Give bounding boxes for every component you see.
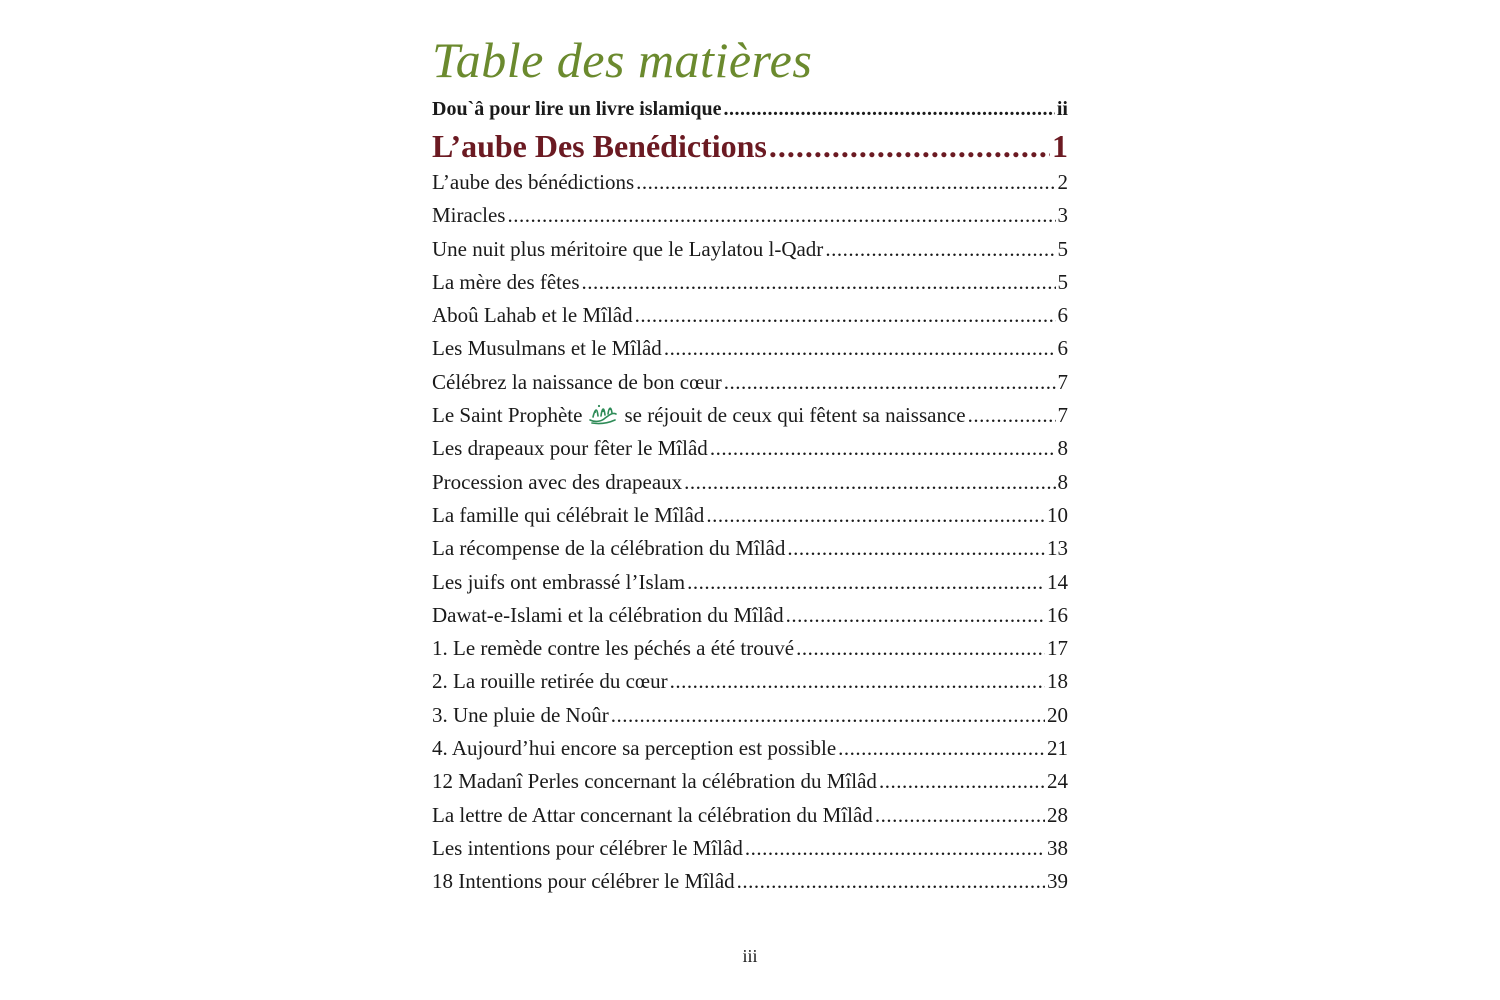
- toc-page-number: 38: [1047, 835, 1068, 860]
- toc-entry[interactable]: [432, 532, 1068, 565]
- toc-entry-label: [432, 233, 823, 266]
- toc-entry[interactable]: [432, 566, 1068, 599]
- toc-entry-text: Une nuit plus méritoire que le Laylatou l-Qadr: [432, 236, 824, 261]
- toc-list: [432, 92, 1068, 899]
- toc-entry[interactable]: [432, 632, 1068, 665]
- toc-entry-label: [432, 632, 794, 665]
- toc-entry-text: 3. Une pluie de Noûr: [432, 702, 609, 727]
- toc-entry[interactable]: [432, 366, 1068, 399]
- toc-entry[interactable]: [432, 166, 1068, 199]
- dot-leader: [838, 732, 1045, 765]
- dot-leader: [825, 233, 1055, 266]
- dot-leader: [670, 665, 1045, 698]
- toc-entry[interactable]: [432, 832, 1068, 865]
- salawat-calligraphy-icon: [588, 403, 618, 425]
- toc-entry-label: [432, 699, 609, 732]
- toc-page-number: 2: [1057, 170, 1068, 194]
- toc-entry-label: [432, 599, 784, 632]
- toc-entry-label: [432, 399, 966, 432]
- toc-page-number: 7: [1057, 403, 1068, 428]
- toc-entry-text: Les juifs ont embrassé l’Islam: [432, 569, 686, 594]
- toc-page-number: 8: [1057, 469, 1068, 494]
- toc-entry[interactable]: [432, 432, 1068, 465]
- toc-entry[interactable]: [432, 233, 1068, 266]
- dot-leader: [687, 566, 1045, 599]
- toc-page-number: 8: [1057, 436, 1068, 461]
- dot-leader: [684, 466, 1055, 499]
- toc-entry-text: 2. La rouille retirée du cœur: [432, 669, 668, 694]
- toc-page-number: 6: [1057, 336, 1068, 361]
- toc-entry-text: La mère des fêtes: [432, 269, 580, 294]
- dot-leader: [787, 532, 1045, 565]
- toc-entry-text: Dou`â pour lire un livre islamique: [432, 98, 722, 120]
- toc-entry-text: La famille qui célébrait le Mîlâd: [432, 502, 705, 527]
- toc-entry[interactable]: [432, 199, 1068, 232]
- toc-entry-label: [432, 499, 704, 532]
- toc-page-number: 21: [1047, 736, 1068, 761]
- toc-entry-text: La lettre de Attar concernant la célébration du Mîlâd: [432, 802, 873, 827]
- toc-entry-label: [432, 126, 767, 166]
- toc-entry-label: [432, 432, 708, 465]
- toc-entry[interactable]: [432, 799, 1068, 832]
- toc-entry[interactable]: [432, 299, 1068, 332]
- dot-leader: [737, 865, 1045, 898]
- toc-entry-text: 1. Le remède contre les péchés a été trouvé: [432, 636, 795, 661]
- toc-entry-label: [432, 92, 721, 126]
- dot-leader: [636, 166, 1055, 199]
- toc-entry[interactable]: [432, 665, 1068, 698]
- toc-entry-label: [432, 799, 873, 832]
- dot-leader: [611, 699, 1045, 732]
- toc-entry[interactable]: [432, 399, 1068, 432]
- toc-entry[interactable]: [432, 499, 1068, 532]
- toc-page-number: 14: [1047, 569, 1068, 594]
- toc-chapter-heading[interactable]: [432, 126, 1068, 166]
- toc-page-number: 1: [1052, 128, 1068, 164]
- toc-page-number: 3: [1057, 203, 1068, 228]
- dot-leader: [879, 765, 1045, 798]
- toc-page-number: 5: [1057, 236, 1068, 261]
- toc-entry[interactable]: [432, 599, 1068, 632]
- toc-entry-text: 18 Intentions pour célébrer le Mîlâd: [432, 869, 735, 894]
- toc-page-number: 13: [1047, 536, 1068, 561]
- toc-entry-text: 4. Aujourd’hui encore sa perception est possible: [432, 736, 837, 761]
- toc-entry-label: [432, 466, 682, 499]
- toc-entry-text: Les Musulmans et le Mîlâd: [432, 336, 662, 361]
- toc-entry-text: Les intentions pour célébrer le Mîlâd: [432, 835, 743, 860]
- toc-entry-label: [432, 266, 580, 299]
- toc-entry-text: Procession avec des drapeaux: [432, 469, 683, 494]
- toc-page-number: 6: [1057, 303, 1068, 328]
- toc-entry[interactable]: [432, 332, 1068, 365]
- dot-leader: [710, 432, 1056, 465]
- toc-entry[interactable]: [432, 266, 1068, 299]
- dot-leader: [507, 199, 1055, 232]
- dot-leader: [582, 266, 1056, 299]
- toc-entry-text: Célébrez la naissance de bon cœur: [432, 369, 722, 394]
- toc-entry-label: [432, 832, 743, 865]
- toc-entry[interactable]: [432, 865, 1068, 898]
- toc-entry[interactable]: [432, 732, 1068, 765]
- dot-leader: [968, 399, 1056, 432]
- toc-entry-label: [432, 765, 877, 798]
- toc-entry-label: [432, 332, 662, 365]
- dot-leader: [724, 366, 1056, 399]
- toc-page-number: 17: [1047, 636, 1068, 661]
- toc-entry-text: Dawat-e-Islami et la célébration du Mîlâd: [432, 602, 784, 627]
- toc-entry-text: Miracles: [432, 203, 506, 228]
- page-number: iii: [742, 946, 758, 966]
- toc-entry[interactable]: [432, 699, 1068, 732]
- dot-leader: [723, 92, 1054, 126]
- toc-entry-text: Les drapeaux pour fêter le Mîlâd: [432, 436, 708, 461]
- toc-entry-label: [432, 732, 836, 765]
- toc-page-number: 16: [1047, 602, 1068, 627]
- toc-entry-text-after: se réjouit de ceux qui fêtent sa naissance: [624, 403, 966, 428]
- dot-leader: [769, 126, 1050, 166]
- toc-entry-label: [432, 366, 722, 399]
- dot-leader: [706, 499, 1045, 532]
- toc-entry-label: [432, 299, 633, 332]
- toc-entry-label: [432, 199, 505, 232]
- dot-leader: [745, 832, 1045, 865]
- table-of-contents: [432, 28, 1068, 899]
- toc-entry-text: Le Saint Prophète: [432, 403, 583, 428]
- dot-leader: [796, 632, 1045, 665]
- toc-page-number: 18: [1047, 669, 1068, 694]
- toc-page-number: 24: [1047, 769, 1068, 794]
- toc-entry-label: [432, 532, 785, 565]
- toc-page-number: 7: [1057, 369, 1068, 394]
- toc-entry-text: 12 Madanî Perles concernant la célébration du Mîlâd: [432, 769, 877, 794]
- toc-entry-text: La récompense de la célébration du Mîlâd: [432, 536, 786, 561]
- toc-entry-text: L’aube des bénédictions: [432, 170, 635, 194]
- dot-leader: [664, 332, 1056, 365]
- dot-leader: [875, 799, 1045, 832]
- toc-page-number: ii: [1056, 98, 1068, 120]
- toc-entry[interactable]: [432, 92, 1068, 126]
- toc-page-number: 39: [1047, 869, 1068, 894]
- toc-entry-text: L’aube Des Benédictions: [432, 128, 767, 164]
- toc-title: Table des matières: [432, 32, 813, 88]
- toc-entry-label: [432, 166, 634, 199]
- toc-entry-label: [432, 665, 668, 698]
- toc-entry-text: Aboû Lahab et le Mîlâd: [432, 303, 633, 328]
- toc-entry[interactable]: [432, 765, 1068, 798]
- toc-entry-label: [432, 566, 685, 599]
- toc-page-number: 28: [1047, 802, 1068, 827]
- dot-leader: [635, 299, 1056, 332]
- toc-page-number: 10: [1047, 502, 1068, 527]
- toc-page-number: 20: [1047, 702, 1068, 727]
- toc-entry[interactable]: [432, 466, 1068, 499]
- toc-entry-label: [432, 865, 735, 898]
- toc-page-number: 5: [1057, 269, 1068, 294]
- dot-leader: [786, 599, 1045, 632]
